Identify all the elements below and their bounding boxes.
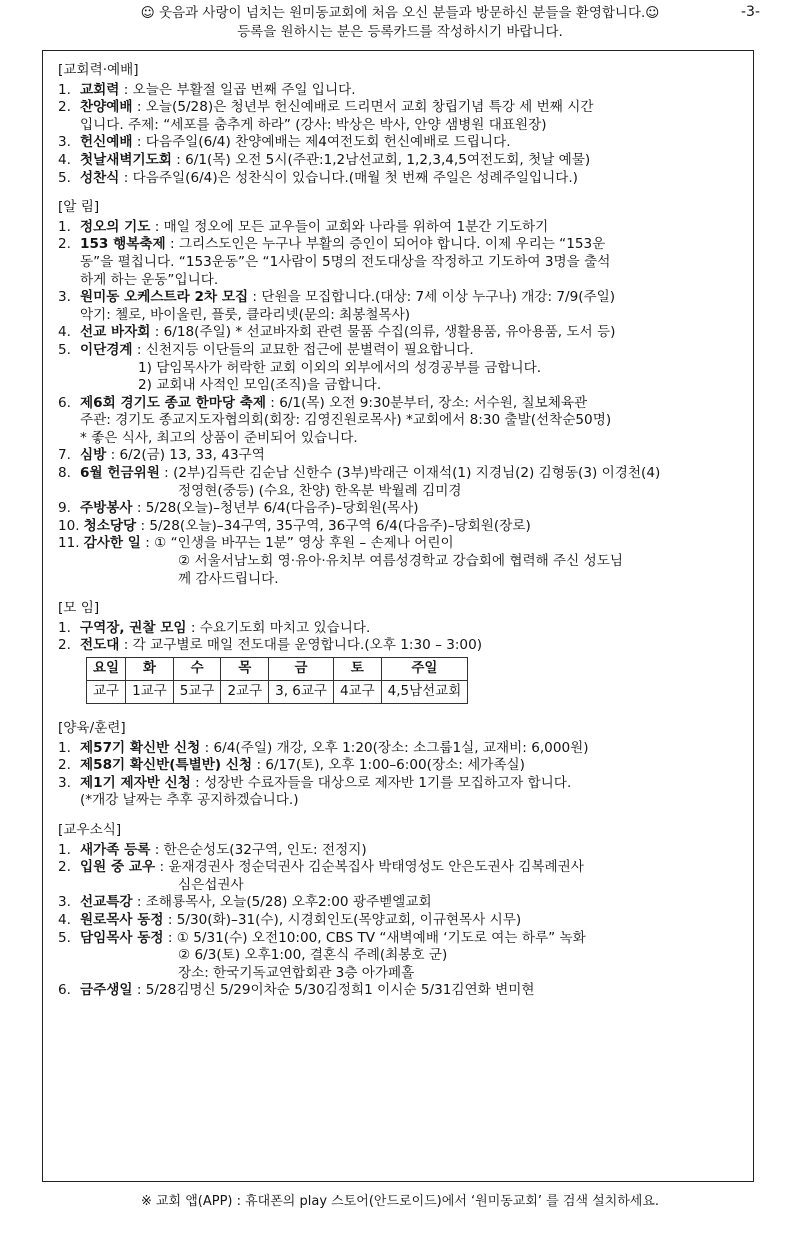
item-body [84, 518, 748, 536]
section-heading: [양육/훈련] [58, 720, 126, 736]
item-text: : 5/28(오늘)–34구역, 35구역, 36구역 6/4(다음주)–당회원(장로) [136, 517, 531, 534]
list-item [58, 236, 748, 254]
item-continuation: ② 서울서남노회 영·유아·유치부 여름성경학교 강습회에 협력해 주신 성도님 [178, 553, 624, 570]
item-title: 주방봉사 [80, 500, 133, 517]
item-body [80, 757, 748, 775]
list-item [58, 637, 748, 655]
list-item [58, 930, 748, 948]
item-number: 2. [58, 99, 71, 116]
item-text: : 6/1(목) 오전 9:30분부터, 장소: 서수원, 칠보체육관 [265, 394, 588, 411]
item-number: 1. [58, 218, 71, 235]
item-title: 원미동 오케스트라 2차 모집 [80, 289, 249, 306]
table-row [87, 681, 468, 704]
page-number: -3- [740, 4, 760, 20]
item-body [80, 859, 748, 877]
item-body [80, 447, 748, 465]
item-text: : 조해룡목사, 오늘(5/28) 오후2:00 광주벧엘교회 [132, 894, 432, 911]
table-cell: 교구 [87, 681, 126, 704]
table-cell: 4교구 [333, 681, 381, 704]
item-body [80, 134, 748, 152]
table-header-cell: 토 [333, 658, 381, 681]
section-gap [58, 588, 748, 594]
item-number: 5. [58, 341, 71, 358]
item-body [80, 912, 748, 930]
item-continuation: 께 감사드립니다. [178, 570, 279, 587]
table-header-cell: 목 [221, 658, 269, 681]
item-title: 제6회 경기도 종교 한마당 축제 [80, 394, 266, 411]
table-cell: 2교구 [221, 681, 269, 704]
item-body [80, 982, 748, 1000]
item-title: 전도대 [80, 637, 120, 654]
item-text: : 5/28(오늘)–청년부 6/4(다음주)–당회원(목사) [132, 500, 419, 517]
item-text: : 신천지등 이단들의 교묘한 접근에 분별력이 필요합니다. [132, 341, 474, 358]
item-number: 9. [58, 500, 71, 517]
item-title: 금주생일 [80, 982, 133, 999]
item-title: 심방 [80, 447, 107, 464]
section-gap [58, 708, 748, 714]
list-item [58, 170, 748, 188]
item-title: 이단경계 [80, 341, 133, 358]
item-title: 제1기 제자반 신청 [80, 774, 191, 791]
item-title: 제58기 확신반(특별반) 신청 [80, 757, 253, 774]
registration-line: 등록을 원하시는 분은 등록카드를 작성하시기 바랍니다. [237, 24, 563, 40]
item-text: : 6/18(주일) * 선교바자회 관련 물품 수집(의류, 생활용품, 유아용품, 도서 등) [150, 324, 616, 341]
item-title: 담임목사 동정 [80, 929, 164, 946]
item-continuation: 악기: 첼로, 바이올린, 플룻, 클라리넷(문의: 최봉철목사) [80, 306, 411, 323]
item-number: 3. [58, 894, 71, 911]
section-gap [58, 187, 748, 193]
item-text: : 각 교구별로 매일 전도대를 운영합니다.(오후 1:30 – 3:00) [119, 637, 483, 654]
item-title: 153 행복축제 [80, 236, 166, 253]
list-item [58, 99, 748, 117]
item-body [80, 289, 748, 307]
item-number: 5. [58, 169, 71, 186]
list-item [58, 447, 748, 465]
item-number: 2. [58, 859, 71, 876]
item-text: : ① 5/31(수) 오전10:00, CBS TV “새벽예배 ‘기도로 여는 하루” 녹화 [163, 929, 586, 946]
item-body [80, 740, 748, 758]
item-number: 11. [58, 535, 80, 552]
item-text: : 6/17(토), 오후 1:00–6:00(장소: 세가족실) [252, 757, 525, 774]
list-item [58, 535, 748, 553]
item-body [80, 170, 748, 188]
item-text: : 6/2(금) 13, 33, 43구역 [106, 447, 265, 464]
item-number: 4. [58, 911, 71, 928]
item-text: : 오늘은 부활절 일곱 번째 주일 입니다. [119, 81, 356, 98]
item-body [80, 342, 748, 360]
item-number: 6. [58, 982, 71, 999]
item-number: 2. [58, 757, 71, 774]
list-item [58, 740, 748, 758]
list-item [58, 395, 748, 413]
table-header-cell: 금 [269, 658, 334, 681]
item-text: : 5/28김명신 5/29이차순 5/30김정희1 이시순 5/31김연화 변미현 [132, 982, 535, 999]
list-item [58, 775, 748, 793]
list-item [58, 518, 748, 536]
item-body [80, 465, 748, 483]
item-title: 6월 헌금위원 [80, 465, 160, 482]
item-continuation: 동”을 펼칩니다. “153운동”은 “1사람이 5명의 전도대상을 작정하고 기도하여 3명을 출석 [80, 253, 611, 270]
item-text: : 오늘(5/28)은 청년부 헌신예배로 드리면서 교회 창립기념 특강 세 번째 시간 [132, 99, 594, 116]
item-text: : 성장반 수료자들을 대상으로 제자반 1기를 모집하고자 합니다. [190, 774, 572, 791]
item-text: : 윤재경권사 정순덕권사 김순복집사 박태영성도 안은도권사 김복례권사 [155, 859, 584, 876]
item-body [80, 637, 748, 655]
item-body [80, 930, 748, 948]
item-body [80, 842, 748, 860]
table-cell: 3, 6교구 [269, 681, 334, 704]
item-body [80, 500, 748, 518]
item-text: : 수요기도회 마치고 있습니다. [186, 619, 371, 636]
item-text: : 그리스도인은 누구나 부활의 증인이 되어야 합니다. 이제 우리는 “153운 [165, 236, 606, 253]
item-text: : ① “인생을 바꾸는 1분” 영상 후원 – 손제나 어린이 [140, 535, 454, 552]
list-item [58, 982, 748, 1000]
item-body [80, 894, 748, 912]
item-text: : (2부)김득란 김순남 신한수 (3부)박래근 이재석(1) 지경님(2) 김형동(3) 이경천(4) [159, 465, 661, 482]
table-header-cell: 주일 [381, 658, 468, 681]
table-cell: 4,5남선교회 [381, 681, 468, 704]
table-header-cell: 화 [126, 658, 174, 681]
item-body [80, 152, 748, 170]
item-title: 헌신예배 [80, 134, 133, 151]
item-body [80, 82, 748, 100]
item-continuation: 하게 하는 운동”입니다. [80, 271, 219, 288]
item-body [84, 535, 748, 553]
item-text: : 단원을 모집합니다.(대상: 7세 이상 누구나) 개강: 7/9(주일) [248, 289, 616, 306]
welcome-header [0, 4, 800, 42]
item-title: 구역장, 권찰 모임 [80, 619, 187, 636]
app-notice: ※ 교회 앱(APP) : 휴대폰의 play 스토어(안드로이드)에서 ‘원미동교회’ 를 검색 설치하세요. [140, 1194, 660, 1209]
item-title: 교회력 [80, 81, 120, 98]
list-item [58, 894, 748, 912]
list-item [58, 289, 748, 307]
item-title: 감사한 일 [83, 535, 141, 552]
list-item [58, 912, 748, 930]
item-text: : 다음주일(6/4) 찬양예배는 제4여전도회 헌신예배로 드립니다. [132, 134, 511, 151]
item-title: 성찬식 [80, 169, 120, 186]
item-continuation: 심은섭권사 [178, 876, 244, 893]
item-title: 입원 중 교우 [80, 859, 156, 876]
item-title: 선교 바자회 [80, 324, 151, 341]
list-item [58, 465, 748, 483]
list-item [58, 134, 748, 152]
item-title: 찬양예배 [80, 99, 133, 116]
list-item [58, 219, 748, 237]
item-subpoint: 2) 교회내 사적인 모임(조직)을 금합니다. [138, 377, 382, 394]
item-subpoint: 1) 담임목사가 허락한 교회 이외의 외부에서의 성경공부를 금합니다. [138, 359, 542, 376]
welcome-line: ☺ 웃음과 사랑이 넘치는 원미동교회에 처음 오신 분들과 방문하신 분들을 환영합니다.☺ [140, 5, 660, 21]
item-body [80, 775, 748, 793]
item-title: 청소당당 [83, 517, 137, 534]
item-body [80, 395, 748, 413]
list-item [58, 620, 748, 638]
section-heading: [교회력·예배] [58, 62, 139, 78]
item-text: : 6/4(주일) 개강, 오후 1:20(장소: 소그룹1실, 교재비: 6,000원) [200, 739, 589, 756]
item-continuation: * 좋은 식사, 최고의 상품이 준비되어 있습니다. [80, 429, 358, 446]
item-number: 4. [58, 324, 71, 341]
item-title: 첫날새벽기도회 [80, 151, 172, 168]
item-number: 4. [58, 151, 71, 168]
item-text: : 다음주일(6/4)은 성찬식이 있습니다.(매월 첫 번째 주일은 성례주일입니다.) [119, 169, 578, 186]
item-text: : 한은순성도(32구역, 인도: 전정지) [150, 841, 367, 858]
section-gap [58, 810, 748, 816]
item-number: 10. [58, 517, 80, 534]
item-body [80, 219, 748, 237]
item-number: 6. [58, 394, 71, 411]
item-title: 정오의 기도 [80, 218, 151, 235]
item-number: 3. [58, 289, 71, 306]
list-item [58, 500, 748, 518]
item-text: : 5/30(화)–31(수), 시경회인도(목양교회, 이규현목사 시무) [163, 911, 522, 928]
item-continuation: 입니다. 주제: “세포를 춤추게 하라” (강사: 박상은 박사, 안양 샘병원 대표원장) [80, 116, 547, 133]
table-cell: 5교구 [173, 681, 221, 704]
list-item [58, 859, 748, 877]
item-number: 2. [58, 637, 71, 654]
item-continuation: 정영현(중등) (수요, 찬양) 한옥분 박월례 김미경 [178, 482, 462, 499]
item-title: 선교특강 [80, 894, 133, 911]
item-title: 원로목사 동정 [80, 911, 164, 928]
table-header-cell: 요일 [87, 658, 126, 681]
item-number: 7. [58, 447, 71, 464]
item-number: 2. [58, 236, 71, 253]
evangelism-schedule-table [86, 657, 468, 704]
item-number: 1. [58, 841, 71, 858]
list-item [58, 82, 748, 100]
item-number: 1. [58, 81, 71, 98]
item-number: 5. [58, 929, 71, 946]
item-text: : 6/1(목) 오전 5시(주관:1,2남선교회, 1,2,3,4,5여전도회, 첫날 예물) [171, 151, 591, 168]
table-cell: 1교구 [126, 681, 174, 704]
table-header-cell: 수 [173, 658, 221, 681]
list-item [58, 342, 748, 360]
item-number: 1. [58, 739, 71, 756]
list-item [58, 324, 748, 342]
list-item [58, 152, 748, 170]
item-body [80, 236, 748, 254]
item-title: 제57기 확신반 신청 [80, 739, 201, 756]
item-number: 1. [58, 619, 71, 636]
item-title: 새가족 등록 [80, 841, 151, 858]
item-continuation: 주관: 경기도 종교지도자협의회(회장: 김영진원로목사) *교회에서 8:30 출발(선착순50명) [80, 412, 612, 429]
list-item [58, 757, 748, 775]
table-header-row [87, 658, 468, 681]
list-item [58, 842, 748, 860]
section-heading: [알 림] [58, 199, 100, 216]
item-number: 3. [58, 134, 71, 151]
section-heading: [모 임] [58, 600, 100, 617]
item-continuation: (*개강 날짜는 추후 공지하겠습니다.) [80, 792, 299, 809]
item-body [80, 99, 748, 117]
item-number: 8. [58, 465, 71, 482]
item-text: : 매일 정오에 모든 교우들이 교회와 나라를 위하여 1분간 기도하기 [150, 218, 549, 235]
item-body [80, 620, 748, 638]
item-continuation: 장소: 한국기독교연합회관 3층 아가페홀 [178, 964, 415, 981]
section-heading: [교우소식] [58, 821, 122, 838]
item-body [80, 324, 748, 342]
item-number: 3. [58, 774, 71, 791]
item-continuation: ② 6/3(토) 오후1:00, 결혼식 주례(최봉호 군) [178, 947, 448, 964]
bulletin-content [58, 62, 748, 1000]
